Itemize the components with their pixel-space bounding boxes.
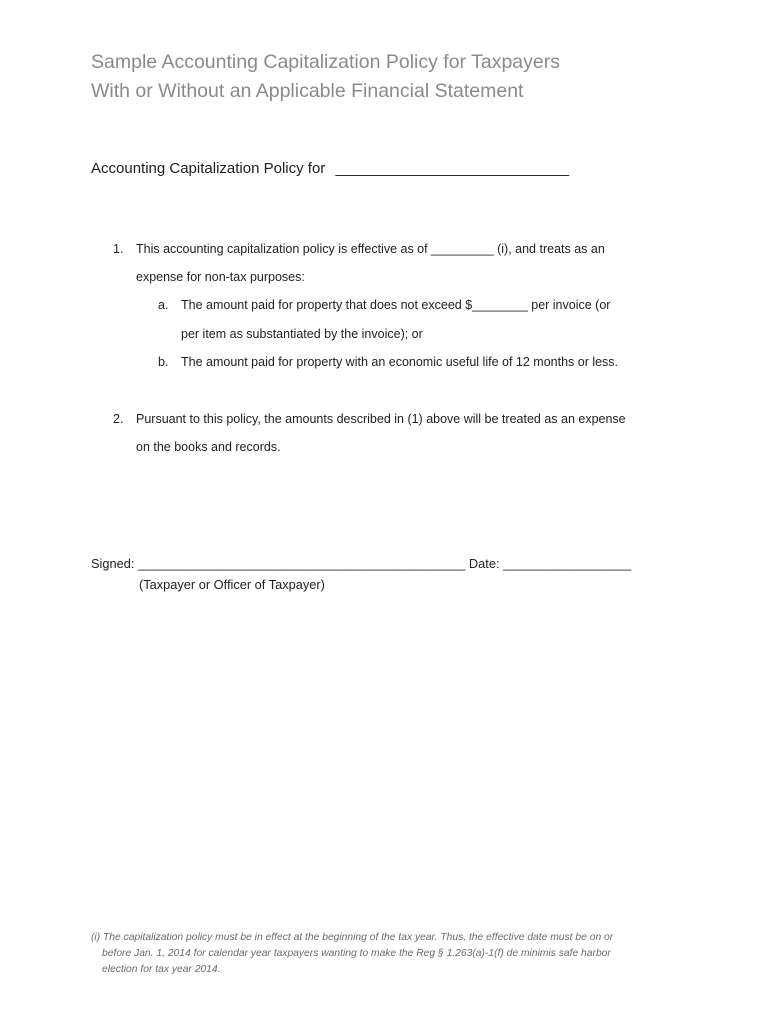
date-label: Date: (468, 556, 500, 571)
footnote (91, 930, 691, 978)
signature-line (91, 556, 631, 571)
policy-heading-label: Accounting Capitalization Policy for (91, 160, 326, 177)
document-title (91, 48, 560, 106)
item-2-line-1: Pursuant to this policy, the amounts described in (1) above will be treated as an expense (136, 412, 626, 426)
item-1a-line-1: The amount paid for property that does not exceed $________ per invoice (or (181, 298, 611, 312)
taxpayer-name-blank: ____________________________ (335, 160, 570, 177)
item-1-line-2: expense for non-tax purposes: (136, 270, 305, 284)
title-line-2: With or Without an Applicable Financial Statement (91, 80, 524, 102)
item-1-number: 1. (113, 242, 124, 256)
footnote-line-1: (i) The capitalization policy must be in effect at the beginning of the tax year. Thus, the effective date must be on or (91, 932, 614, 943)
title-line-1: Sample Accounting Capitalization Policy for Taxpayers (91, 51, 560, 73)
footnote-line-2: before Jan. 1, 2014 for calendar year taxpayers wanting to make the Reg § 1.263(a)-1(f) de minimis safe harbor (102, 948, 611, 959)
signed-label: Signed: (91, 556, 135, 571)
signature-caption: (Taxpayer or Officer of Taxpayer) (139, 577, 325, 592)
item-1-line-1: This accounting capitalization policy is effective as of _________ (i), and treats as an (136, 242, 605, 256)
item-1b-letter: b. (158, 355, 169, 369)
item-1a-letter: a. (158, 298, 169, 312)
item-2-number: 2. (113, 412, 124, 426)
policy-heading (91, 160, 569, 177)
footnote-line-3: election for tax year 2014. (102, 964, 221, 975)
item-2-line-2: on the books and records. (136, 440, 281, 454)
item-1a-line-2: per item as substantiated by the invoice); or (181, 327, 423, 341)
item-1b-line-1: The amount paid for property with an economic useful life of 12 months or less. (181, 355, 619, 369)
date-blank: __________________ (503, 556, 632, 571)
signed-blank: ______________________________________________ (137, 556, 466, 571)
